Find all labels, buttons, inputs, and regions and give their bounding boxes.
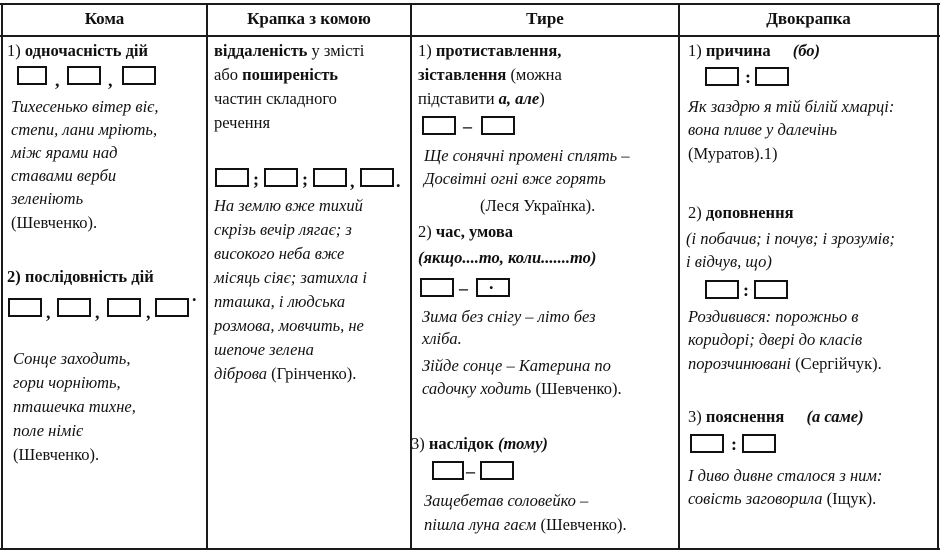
- comma-sign: ,: [46, 302, 51, 322]
- coma-case2-title: 2) послідовність дій: [7, 267, 154, 286]
- dash-case2-hint: (якщо....то, коли.......то): [418, 248, 597, 267]
- column-divider-2: [410, 3, 412, 550]
- comma-sign: ,: [108, 70, 113, 90]
- dash-example4-line2: пішла луна гаєм (Шевченко).: [424, 515, 627, 534]
- dash-sign: –: [463, 116, 472, 136]
- comma-sign: ,: [55, 70, 60, 90]
- column-divider-3: [678, 3, 680, 550]
- colon-sign: :: [745, 67, 751, 87]
- coma-example1-line: Тихесенько вітер віє,: [11, 97, 159, 116]
- colon-case2-hint: (і побачив; і почув; і зрозумів;: [686, 229, 895, 248]
- header-tyre: Тире: [526, 9, 564, 28]
- semicolon-example-line: розмова, мовчить, не: [214, 316, 364, 335]
- colon-example1-line: вона пливе у далечінь: [688, 120, 837, 139]
- comma-sign: ,: [350, 171, 355, 191]
- dash-example2-line: Зима без снігу – літо без: [422, 307, 596, 326]
- semicolon-example-line: пташка, і людська: [214, 292, 346, 311]
- clause-box: [264, 168, 298, 187]
- colon-example3-line2: совість заговорила (Іщук).: [688, 489, 877, 508]
- dash-example3-line: Зійде сонце – Катерина по: [422, 356, 611, 375]
- clause-box: [215, 168, 249, 187]
- coma-example2-line: гори чорніють,: [13, 373, 121, 392]
- comma-sign: ,: [95, 302, 100, 322]
- dash-example3-line2: садочку ходить (Шевченко).: [422, 379, 622, 398]
- dash-case1-note: підставити а, але): [418, 89, 545, 108]
- coma-example1-line: ставами верби: [11, 166, 117, 185]
- semicolon-example-line: На землю вже тихий: [214, 196, 363, 215]
- clause-box: [755, 67, 789, 86]
- semicolon-example-line: шепоче зелена: [214, 340, 314, 359]
- header-krapka-z-komoyu: Крапка з комою: [247, 9, 371, 28]
- coma-example1-line: зеленіють: [11, 189, 84, 208]
- period-sign: .: [192, 285, 197, 305]
- coma-example1-author: (Шевченко).: [11, 213, 98, 232]
- clause-box: [155, 298, 189, 317]
- clause-box: [705, 67, 739, 86]
- colon-case1-title: 1) причина (бо): [688, 41, 821, 60]
- colon-case2-title: 2) доповнення: [688, 203, 794, 222]
- semicolon-desc-line3: частин складного: [214, 89, 337, 108]
- coma-example1-line: між ярами над: [11, 143, 118, 162]
- semicolon-sign: ;: [253, 169, 259, 189]
- coma-example2-line: поле німіє: [13, 421, 84, 440]
- dash-example1-line: Досвітні огні вже горять: [424, 169, 606, 188]
- clause-box: [432, 461, 464, 480]
- clause-box: [481, 116, 515, 135]
- colon-example1-line: Як заздрю я тій білій хмарці:: [688, 97, 895, 116]
- semicolon-desc-line2: або поширеність: [214, 65, 339, 84]
- colon-case2-hint2: і відчув, що): [686, 252, 772, 271]
- period-sign: .: [396, 171, 401, 191]
- dash-sign: –: [459, 278, 468, 298]
- dash-sign: –: [466, 461, 475, 481]
- colon-case3-title: 3) пояснення (а саме): [688, 407, 864, 426]
- dash-case1-title2: зіставлення (можна: [418, 65, 562, 84]
- coma-case1-title: 1) одночасність дій: [7, 41, 149, 60]
- clause-box: [107, 298, 141, 317]
- colon-sign: :: [731, 434, 737, 454]
- colon-example2-line: коридорі; двері до класів: [688, 330, 863, 349]
- header-dvokrapka: Двокрапка: [766, 9, 851, 28]
- colon-example3-line: І диво дивне сталося з ним:: [688, 466, 883, 485]
- coma-example2-line: пташечка тихне,: [13, 397, 136, 416]
- clause-box: [705, 280, 739, 299]
- clause-box: [122, 66, 156, 85]
- dash-example2-line: хліба.: [422, 329, 462, 348]
- clause-box: [8, 298, 42, 317]
- semicolon-desc-line4: речення: [214, 113, 271, 132]
- clause-box: [742, 434, 776, 453]
- comma-sign: ,: [146, 302, 151, 322]
- header-koma: Кома: [84, 9, 125, 28]
- semicolon-example-last-line: діброва (Грінченко).: [214, 364, 357, 383]
- clause-box: [420, 278, 454, 297]
- dash-case2-title: 2) час, умова: [418, 222, 514, 241]
- clause-box: [422, 116, 456, 135]
- semicolon-example-line: скрізь вечір лягає; з: [214, 220, 352, 239]
- clause-box: [480, 461, 514, 480]
- semicolon-desc-line1: віддаленість у змісті: [214, 41, 365, 60]
- clause-box: [57, 298, 91, 317]
- dash-example4-line: Защебетав соловейко –: [424, 491, 589, 510]
- coma-example2-author: (Шевченко).: [13, 445, 100, 464]
- clause-box: [67, 66, 101, 85]
- clause-box: [754, 280, 788, 299]
- semicolon-example-line: місяць сіяє; затихла і: [214, 268, 367, 287]
- clause-box: [313, 168, 347, 187]
- dash-case3-title: 3) наслідок (тому): [411, 434, 548, 453]
- period-sign: .: [489, 273, 494, 293]
- column-divider-1: [206, 3, 208, 550]
- dash-example1-line: Ще сонячні промені сплять –: [424, 146, 630, 165]
- table-bottom-border: [0, 548, 940, 550]
- dash-case1-title: 1) протиставлення,: [418, 41, 562, 60]
- clause-box: [17, 66, 47, 85]
- semicolon-sign: ;: [302, 169, 308, 189]
- header-bottom-border: [0, 35, 940, 37]
- colon-sign: :: [743, 280, 749, 300]
- table-right-border: [937, 3, 939, 550]
- coma-example2-line: Сонце заходить,: [13, 349, 131, 368]
- coma-example1-line: степи, лани мріють,: [11, 120, 158, 139]
- semicolon-example-line: високого неба вже: [214, 244, 345, 263]
- colon-example1-author: (Муратов).1): [688, 144, 778, 163]
- colon-example2-line: Роздивився: порожньо в: [688, 307, 859, 326]
- colon-example2-line3: порозчинювані (Сергійчук).: [688, 354, 882, 373]
- table-left-border: [1, 3, 3, 550]
- clause-box: [690, 434, 724, 453]
- dash-example1-author: (Леся Українка).: [480, 196, 596, 215]
- clause-box: [360, 168, 394, 187]
